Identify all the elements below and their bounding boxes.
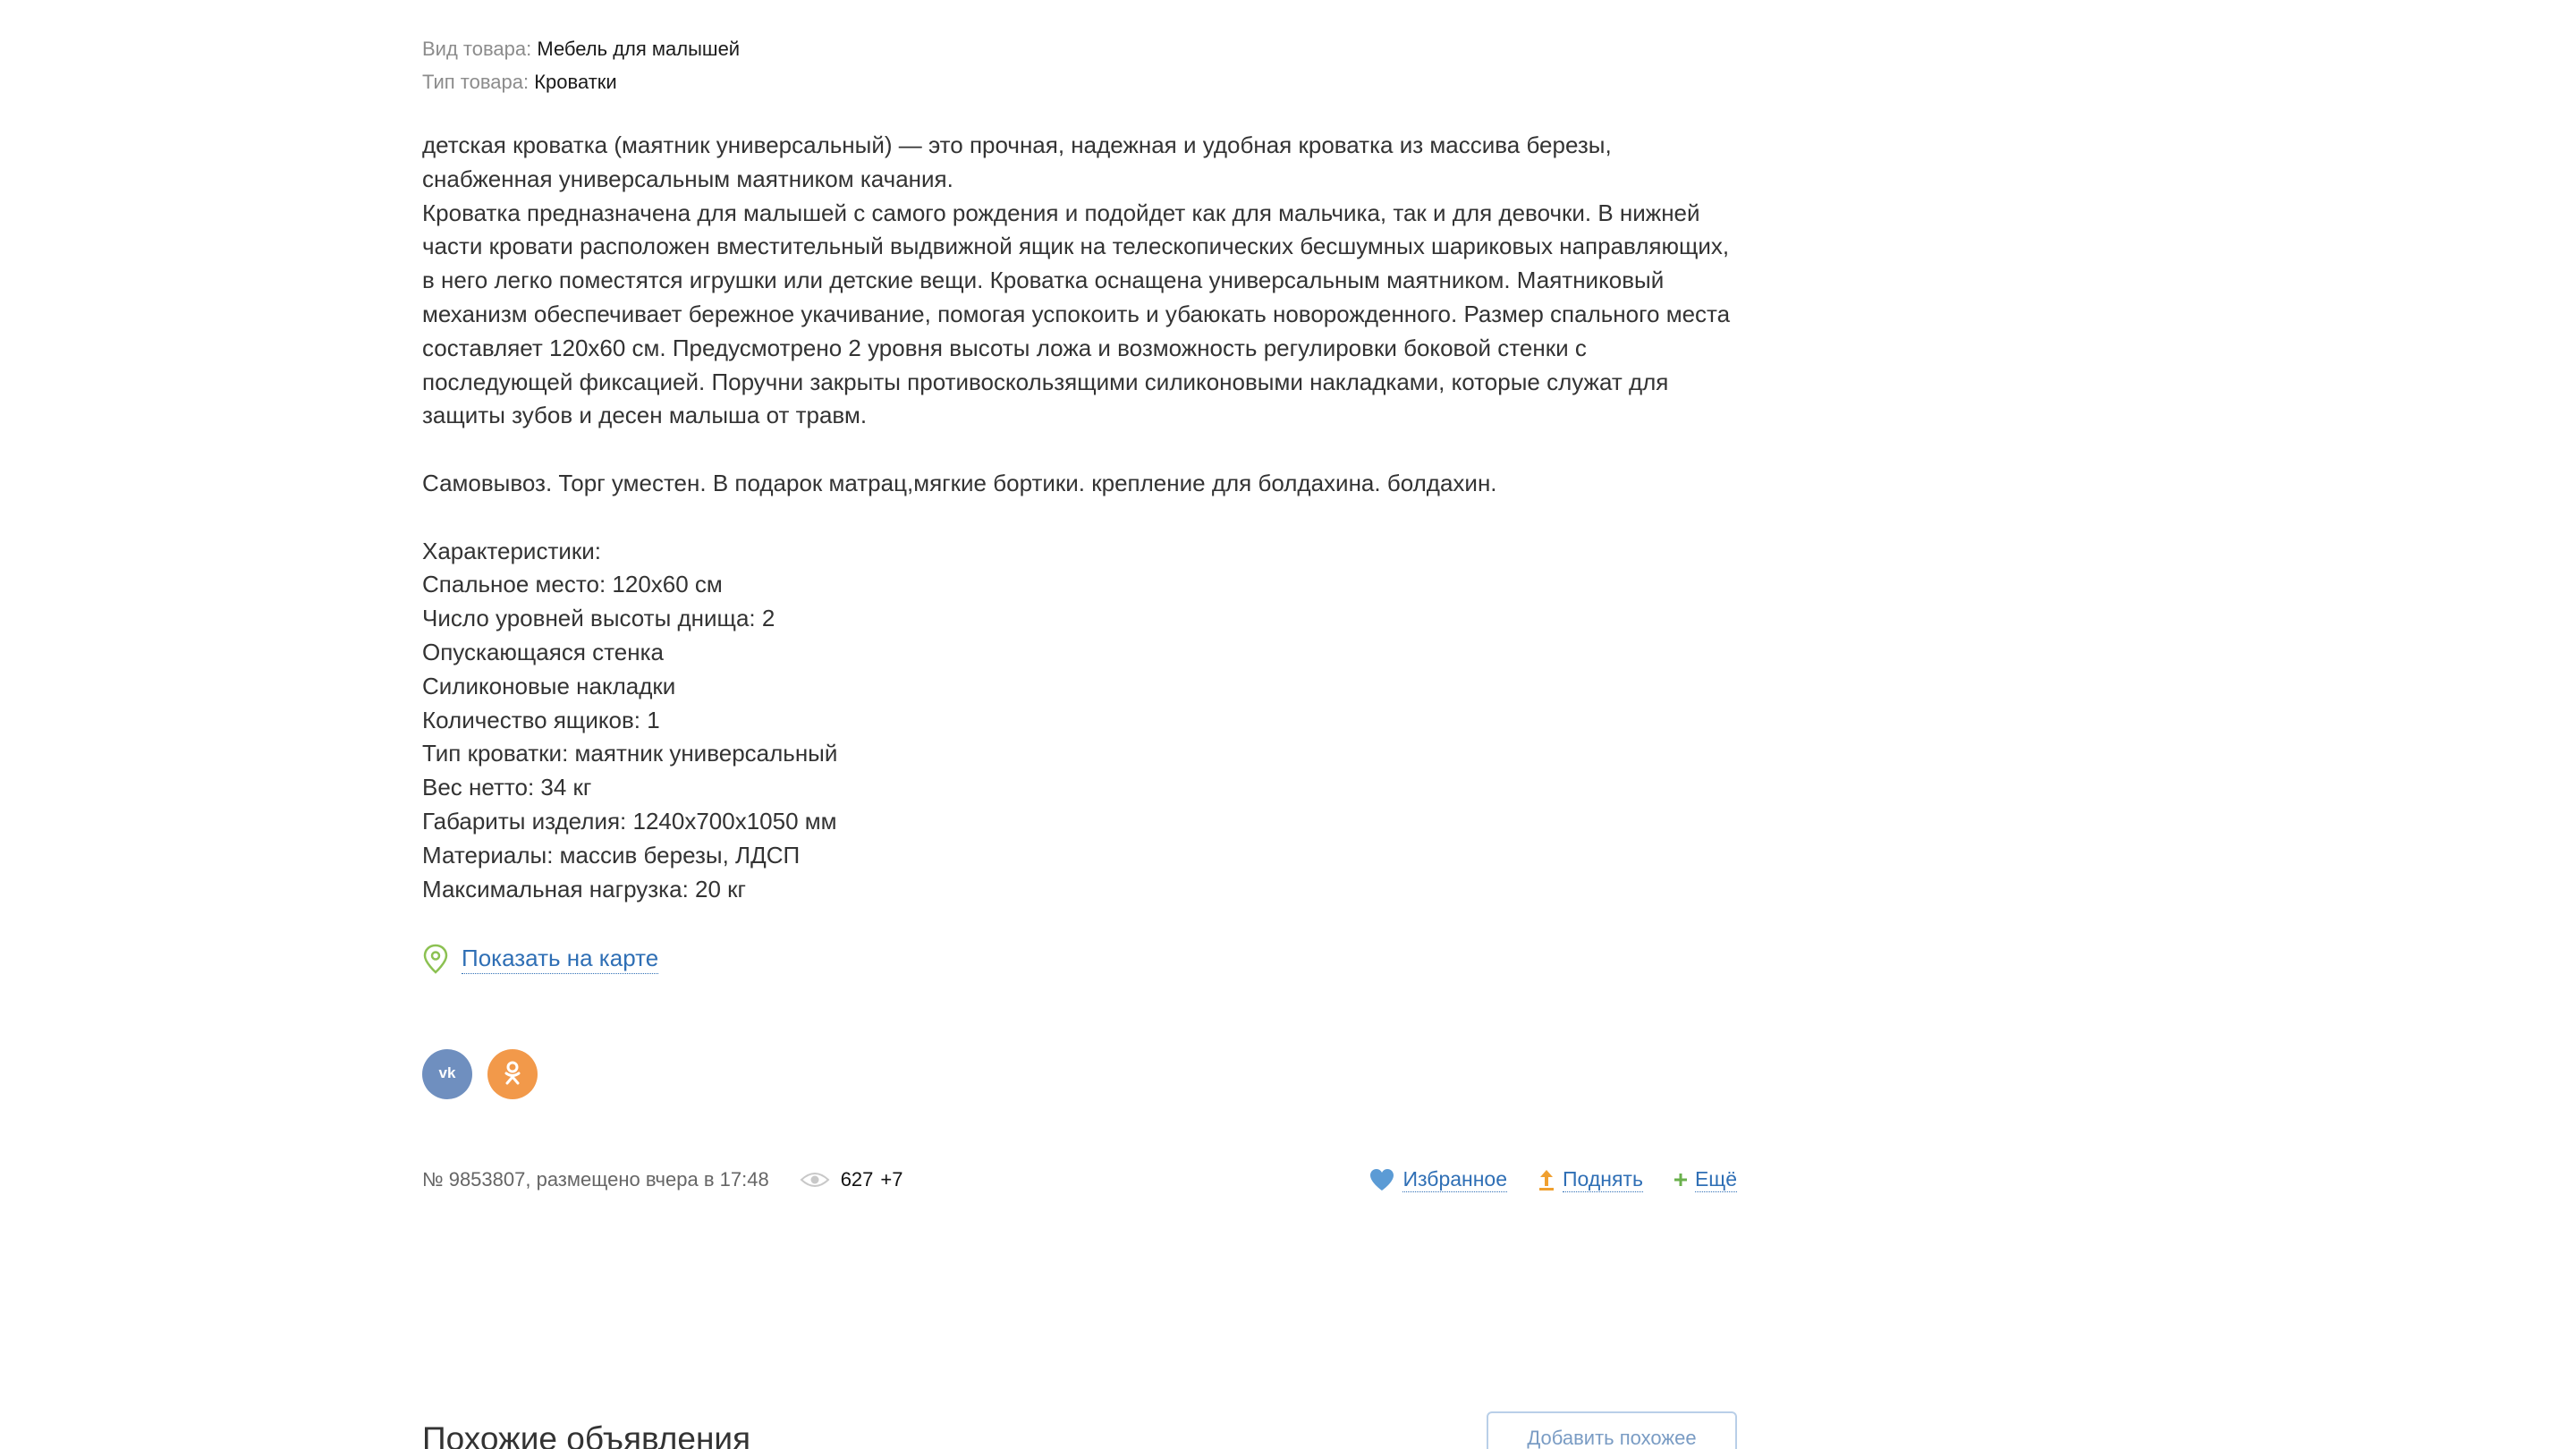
more-label[interactable]: Ещё xyxy=(1694,1167,1737,1191)
description-paragraph: Самовывоз. Торг уместен. В подарок матрац,мягкие бортики. крепление для болдахина. болдахин. xyxy=(422,469,1497,496)
similar-ads-header xyxy=(422,1411,1737,1449)
similar-ads-title: Похожие объявления xyxy=(422,1420,751,1449)
map-pin-icon xyxy=(422,944,449,974)
vk-icon xyxy=(434,1063,461,1086)
spec-line: Материалы: массив березы, ЛДСП xyxy=(422,841,801,869)
spec-line: Количество ящиков: 1 xyxy=(422,706,660,733)
heart-icon xyxy=(1368,1168,1395,1191)
odnoklassniki-icon xyxy=(503,1060,522,1089)
ad-posted-info: № 9853807, размещено вчера в 17:48 xyxy=(422,1168,769,1191)
views-count: 627 xyxy=(840,1168,874,1191)
prop-value: Кроватки xyxy=(534,71,617,93)
show-on-map[interactable] xyxy=(422,943,1737,974)
spec-line: Вес нетто: 34 кг xyxy=(422,774,592,801)
svg-text:vk: vk xyxy=(438,1063,456,1081)
ad-content xyxy=(422,32,1737,1198)
spec-line: Габариты изделия: 1240х700х1050 мм xyxy=(422,807,837,835)
prop-key: Тип товара: xyxy=(422,71,530,93)
prop-value: Мебель для малышей xyxy=(537,38,741,60)
prop-key: Вид товара: xyxy=(422,38,532,60)
favorite-label[interactable]: Избранное xyxy=(1402,1167,1508,1191)
raise-button[interactable] xyxy=(1538,1167,1643,1192)
ok-share-button[interactable] xyxy=(487,1049,538,1099)
prop-row-type xyxy=(422,65,1737,98)
spec-line: Силиконовые накладки xyxy=(422,672,676,699)
vk-share-button[interactable] xyxy=(422,1049,472,1099)
views-new-count: +7 xyxy=(880,1168,903,1191)
specs-title: Характеристики: xyxy=(422,537,602,564)
eye-icon xyxy=(800,1171,830,1189)
spec-line: Тип кроватки: маятник универсальный xyxy=(422,740,838,767)
ad-meta-bar xyxy=(422,1162,1737,1198)
add-similar-button[interactable]: Добавить похожее xyxy=(1487,1411,1737,1449)
prop-row-category xyxy=(422,32,1737,65)
show-on-map-link[interactable]: Показать на карте xyxy=(462,943,658,974)
description-paragraph: Кроватка предназначена для малышей с самого рождения и подойдет как для мальчика, так и для девочки. В нижней части кровати расположен вместительный выдвижной ящик на телескопических бесшумных шариковых направляющих, в него легко поместятся игрушки или детские вещи. Кроватка оснащена универсальным маятником. Маятниковый механизм обеспечивает бережное укачивание, помогая успокоить и убаюкать новорожденного. Размер спального места составляет 120х60 см. Предусмотрено 2 уровня высоты ложа и возможность регулировки боковой стенки с последующей фиксацией. Поручни закрыты противоскользящими силиконовыми накладками, которые служат для защиты зубов и десен малыша от травм. xyxy=(422,199,1731,429)
spec-line: Максимальная нагрузка: 20 кг xyxy=(422,875,747,902)
plus-icon xyxy=(1674,1173,1688,1187)
social-share xyxy=(422,1049,1737,1099)
description-paragraph: детская кроватка (маятник универсальный) — это прочная, надежная и удобная кроватка из массива березы, снабженная универсальным маятником качания. xyxy=(422,131,1612,192)
raise-label[interactable]: Поднять xyxy=(1563,1167,1643,1191)
ad-properties xyxy=(422,32,1737,98)
arrow-up-icon xyxy=(1538,1168,1555,1191)
more-button[interactable] xyxy=(1674,1167,1737,1192)
views-counter xyxy=(800,1168,903,1191)
ad-description xyxy=(422,129,1737,906)
spec-line: Число уровней высоты днища: 2 xyxy=(422,605,775,632)
spec-line: Опускающаяся стенка xyxy=(422,638,664,665)
spec-line: Спальное место: 120х60 см xyxy=(422,571,723,598)
favorite-button[interactable] xyxy=(1368,1167,1507,1192)
